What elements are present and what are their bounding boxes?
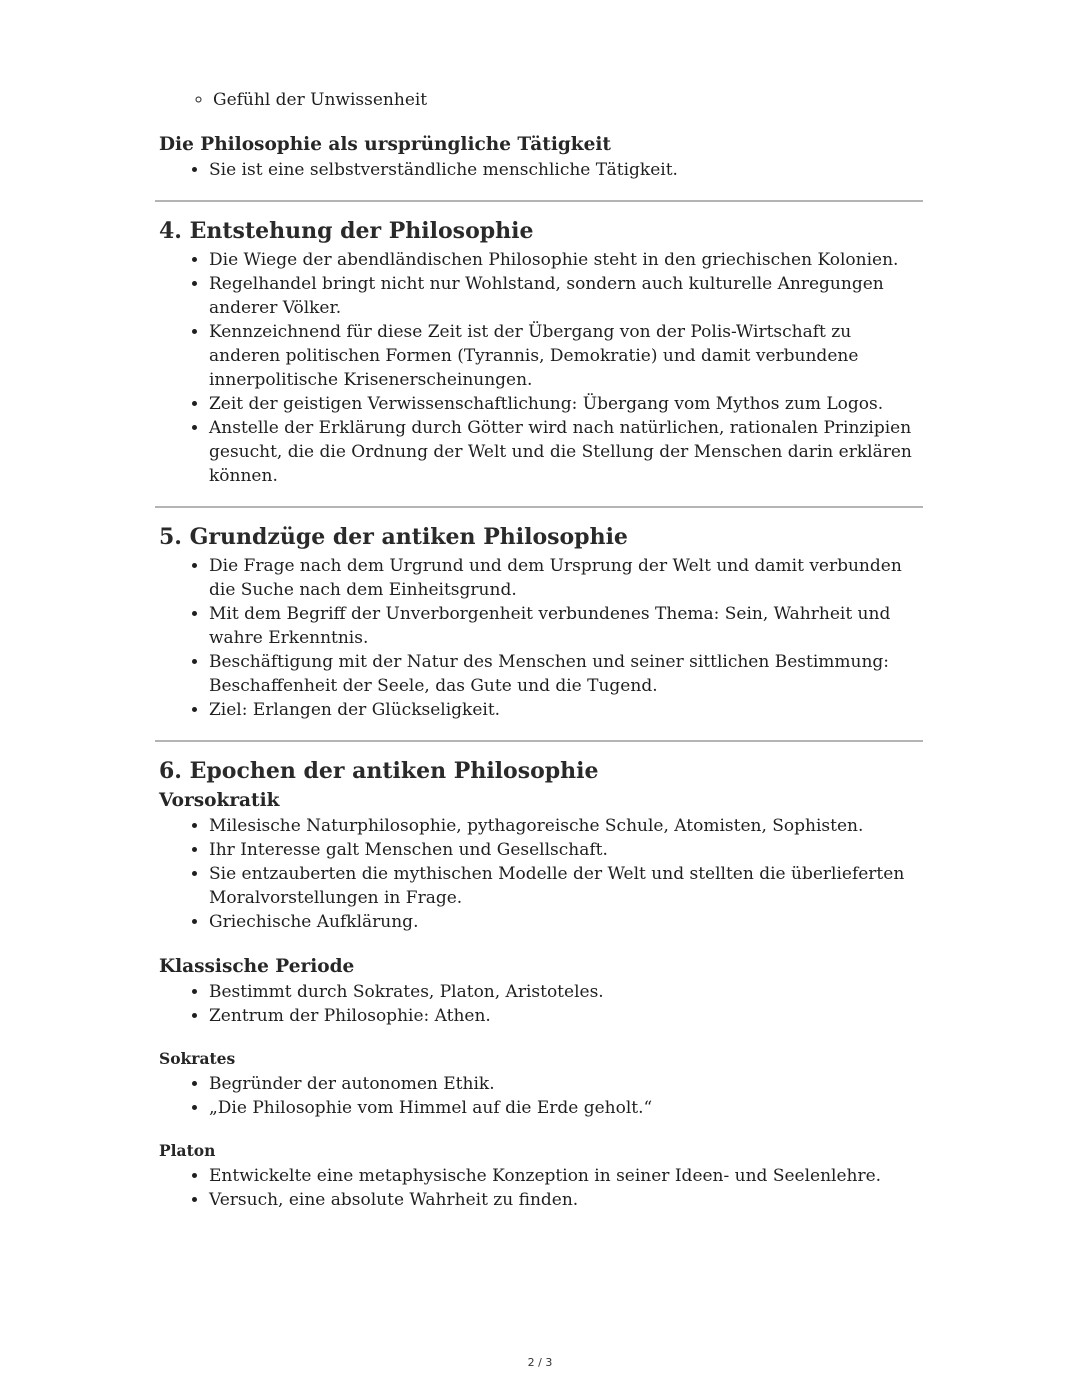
list-item: • Versuch, eine absolute Wahrheit zu finden. (209, 1188, 923, 1212)
list-item: • Milesische Naturphilosophie, pythagoreische Schule, Atomisten, Sophisten. (209, 814, 923, 838)
subheading-platon: Platon (159, 1141, 216, 1160)
sub-bullet-list (109, 88, 923, 112)
list-item: ◦ Gefühl der Unwissenheit (213, 88, 923, 112)
section-4-title: 4. Entstehung der Philosophie (159, 218, 534, 244)
bullet-list-klassische-periode (159, 980, 923, 1028)
bullet-list-platon (159, 1164, 923, 1212)
list-item: • Anstelle der Erklärung durch Götter wird nach natürlichen, rationalen Prinzipien gesucht, die die Ordnung der Welt und die Stellung der Menschen darin erklären können. (209, 416, 923, 488)
list-item: • Die Wiege der abendländischen Philosophie steht in den griechischen Kolonien. (209, 248, 923, 272)
list-item: • Regelhandel bringt nicht nur Wohlstand, sondern auch kulturelle Anregungen anderer Völker. (209, 272, 923, 320)
list-item: • Begründer der autonomen Ethik. (209, 1072, 923, 1096)
list-item: • Entwickelte eine metaphysische Konzeption in seiner Ideen- und Seelenlehre. (209, 1164, 923, 1188)
list-item: • Zentrum der Philosophie: Athen. (209, 1004, 923, 1028)
subheading-vorsokratik: Vorsokratik (159, 790, 280, 811)
document-content (159, 88, 923, 1212)
list-item: • Sie entzauberten die mythischen Modelle der Welt und stellten die überlieferten Moralvorstellungen in Frage. (209, 862, 923, 910)
subheading-ursprung: Die Philosophie als ursprüngliche Tätigkeit (159, 134, 611, 155)
list-item: • Mit dem Begriff der Unverborgenheit verbundenes Thema: Sein, Wahrheit und wahre Erkenntnis. (209, 602, 923, 650)
subheading-sokrates: Sokrates (159, 1049, 236, 1068)
list-item: • Sie ist eine selbstverständliche menschliche Tätigkeit. (209, 158, 923, 182)
list-item: • Zeit der geistigen Verwissenschaftlichung: Übergang vom Mythos zum Logos. (209, 392, 923, 416)
list-item: • „Die Philosophie vom Himmel auf die Erde geholt.“ (209, 1096, 923, 1120)
list-item: • Bestimmt durch Sokrates, Platon, Aristoteles. (209, 980, 923, 1004)
bullet-list-vorsokratik (159, 814, 923, 934)
subheading-klassische-periode: Klassische Periode (159, 956, 355, 977)
bullet-list-section-5 (159, 554, 923, 722)
list-item: • Ziel: Erlangen der Glückseligkeit. (209, 698, 923, 722)
section-6-title: 6. Epochen der antiken Philosophie (159, 758, 599, 784)
bullet-list-ursprung (159, 158, 923, 182)
section-5-title: 5. Grundzüge der antiken Philosophie (159, 524, 628, 550)
list-item: • Griechische Aufklärung. (209, 910, 923, 934)
list-item: • Beschäftigung mit der Natur des Menschen und seiner sittlichen Bestimmung: Beschaffenheit der Seele, das Gute und die Tugend. (209, 650, 923, 698)
bullet-list-section-4 (159, 248, 923, 488)
list-item: • Die Frage nach dem Urgrund und dem Ursprung der Welt und damit verbunden die Suche nach dem Einheitsgrund. (209, 554, 923, 602)
bullet-list-sokrates (159, 1072, 923, 1120)
list-item: • Ihr Interesse galt Menschen und Gesellschaft. (209, 838, 923, 862)
page-number: 2 / 3 (527, 1356, 553, 1369)
list-item: • Kennzeichnend für diese Zeit ist der Übergang von der Polis-Wirtschaft zu anderen politischen Formen (Tyrannis, Demokratie) und damit verbundene innerpolitische Krisenerscheinungen. (209, 320, 923, 392)
